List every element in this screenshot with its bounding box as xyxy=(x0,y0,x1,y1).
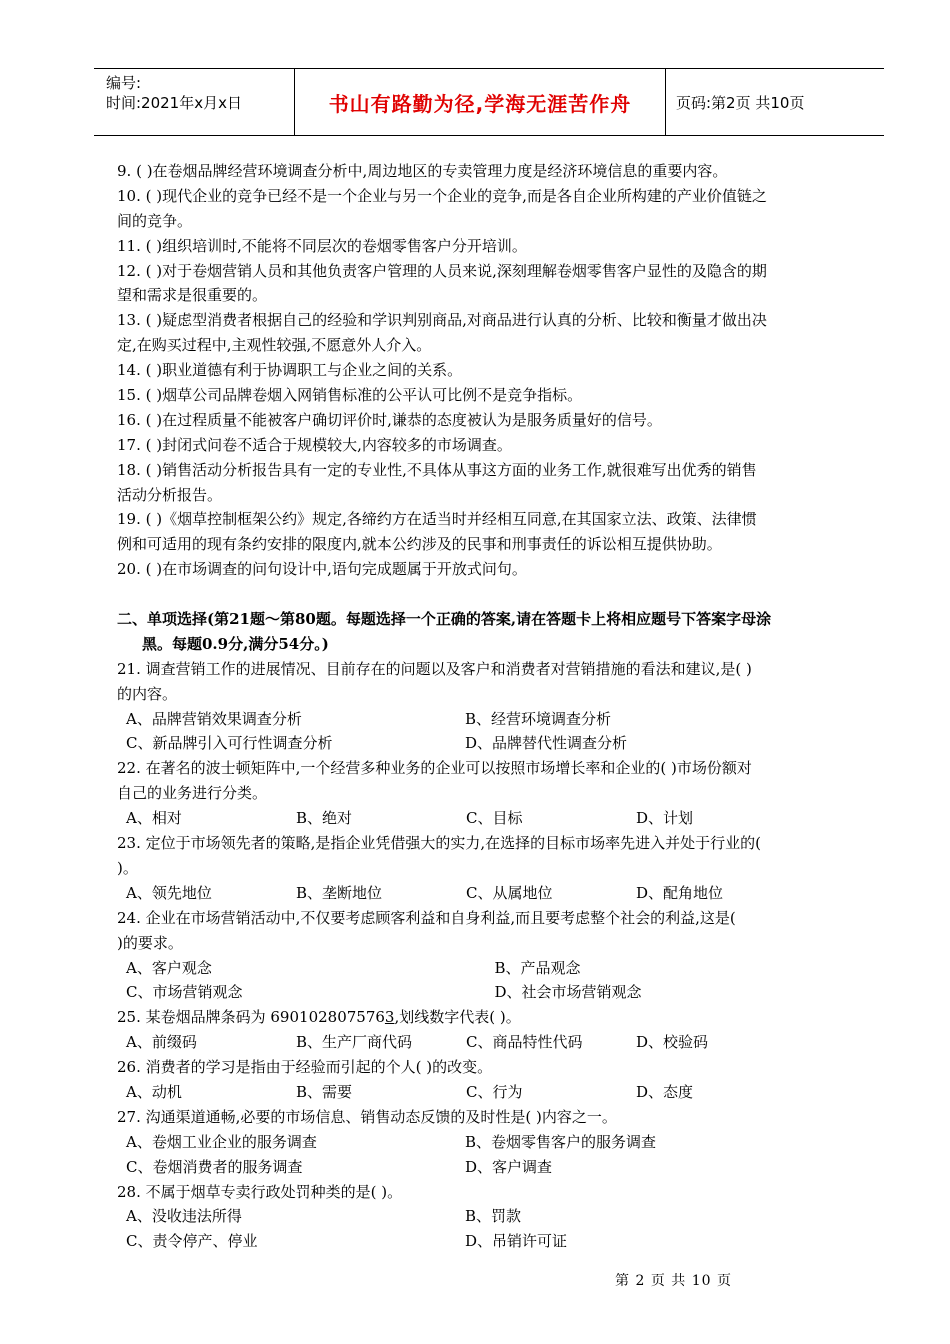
option-row xyxy=(117,1130,863,1155)
header-info xyxy=(94,69,295,135)
option-row xyxy=(117,707,863,732)
option-d: D、态度 xyxy=(636,1082,694,1101)
question-27 xyxy=(117,1105,863,1180)
question-text: 26. 消费者的学习是指由于经验而引起的个人( )的改变。 xyxy=(117,1058,493,1077)
option-d: D、品牌替代性调查分析 xyxy=(465,734,628,753)
question-text: 活动分析报告。 xyxy=(117,485,223,504)
question-text: 19. ( )《烟草控制框架公约》规定,各缔约方在适当时并经相互同意,在其国家立法、政策、法律惯 xyxy=(117,510,757,529)
option-row xyxy=(117,806,863,831)
question-text: 9. ( )在卷烟品牌经营环境调查分析中,周边地区的专卖管理力度是经济环境信息的重要内容。 xyxy=(117,162,728,180)
option-d: D、配角地位 xyxy=(636,883,724,902)
question-text: 28. 不属于烟草专卖行政处罚种类的是( )。 xyxy=(117,1182,403,1201)
question-text: 22. 在著名的波士顿矩阵中,一个经营多种业务的企业可以按照市场增长率和企业的( )市场份额对 xyxy=(117,759,752,778)
question-text: 17. ( )封闭式问卷不适合于规模较大,内容较多的市场调查。 xyxy=(117,435,512,454)
option-row xyxy=(117,731,863,756)
question-21 xyxy=(117,657,863,757)
option-a: A、没收违法所得 xyxy=(126,1207,242,1226)
option-a: A、动机 xyxy=(126,1082,182,1101)
question-text: 24. 企业在市场营销活动中,不仅要考虑顾客利益和自身利益,而且要考虑整个社会的利益,这是( xyxy=(117,908,736,927)
option-c: C、商品特性代码 xyxy=(466,1033,583,1052)
code-label: 编号: xyxy=(106,74,142,92)
option-b: B、产品观念 xyxy=(494,958,581,977)
question-text: 定,在购买过程中,主观性较强,不愿意外人介入。 xyxy=(117,336,432,355)
question-28 xyxy=(117,1180,863,1255)
question-23 xyxy=(117,831,863,906)
header-motto: 书山有路勤为径,学海无涯苦作舟 xyxy=(295,69,666,135)
option-b: B、垄断地位 xyxy=(296,883,383,902)
option-b: B、卷烟零售客户的服务调查 xyxy=(465,1132,657,1151)
option-b: B、生产厂商代码 xyxy=(296,1033,413,1052)
tf-question xyxy=(117,557,863,582)
option-row xyxy=(117,881,863,906)
option-c: C、新品牌引入可行性调查分析 xyxy=(126,734,333,753)
option-row xyxy=(117,1080,863,1105)
page-footer: 第 2 页 共 10 页 xyxy=(615,1273,732,1289)
true-false-questions xyxy=(117,159,863,582)
question-text: 27. 沟通渠道通畅,必要的市场信息、销售动态反馈的及时性是( )内容之一。 xyxy=(117,1107,617,1126)
tf-question xyxy=(117,159,863,184)
question-text: )。 xyxy=(117,858,138,877)
option-row xyxy=(117,1229,863,1254)
option-d: D、校验码 xyxy=(636,1033,709,1052)
option-d: D、计划 xyxy=(636,809,694,828)
question-text: 18. ( )销售活动分析报告具有一定的专业性,不具体从事这方面的业务工作,就很难写出优秀的销售 xyxy=(117,460,757,479)
tf-question xyxy=(117,383,863,408)
option-a: A、相对 xyxy=(126,809,182,828)
tf-question xyxy=(117,234,863,259)
section-title-cont: 黑。每题0.9分,满分54分。) xyxy=(142,634,329,653)
option-row xyxy=(117,956,863,981)
option-b: B、罚款 xyxy=(465,1207,522,1226)
option-row xyxy=(117,1204,863,1229)
question-24 xyxy=(117,906,863,1006)
document-body xyxy=(117,159,863,1254)
question-suffix: ,划线数字代表( )。 xyxy=(394,1008,521,1027)
option-row xyxy=(117,980,863,1005)
question-text xyxy=(117,1005,863,1030)
question-text: 10. ( )现代企业的竞争已经不是一个企业与另一个企业的竞争,而是各自企业所构建的产业价值链之 xyxy=(117,186,767,205)
tf-question xyxy=(117,507,863,557)
section-title: 二、单项选择(第21题～第80题。每题选择一个正确的答案,请在答题卡上将相应题号下答案字母涂 xyxy=(117,610,772,629)
option-a: A、品牌营销效果调查分析 xyxy=(126,709,302,728)
option-row xyxy=(117,1155,863,1180)
question-text: 16. ( )在过程质量不能被客户确切评价时,谦恭的态度被认为是服务质量好的信号。 xyxy=(117,410,662,429)
option-b: B、经营环境调查分析 xyxy=(465,709,612,728)
option-c: C、行为 xyxy=(466,1082,523,1101)
time-label: 时间:2021年x月x日 xyxy=(106,94,242,112)
question-text: 的内容。 xyxy=(117,684,178,703)
option-c: C、卷烟消费者的服务调查 xyxy=(126,1157,303,1176)
option-row xyxy=(117,1030,863,1055)
option-c: C、从属地位 xyxy=(466,883,553,902)
question-text: 23. 定位于市场领先者的策略,是指企业凭借强大的实力,在选择的目标市场率先进入并处于行业的( xyxy=(117,834,762,853)
question-text: )的要求。 xyxy=(117,933,183,952)
option-d: D、客户调查 xyxy=(465,1157,553,1176)
option-c: C、责令停产、停业 xyxy=(126,1232,258,1251)
tf-question xyxy=(117,259,863,309)
tf-question xyxy=(117,184,863,234)
header-page-label: 页码:第2页 共10页 xyxy=(676,93,805,112)
question-text: 11. ( )组织培训时,不能将不同层次的卷烟零售客户分开培训。 xyxy=(117,236,527,255)
tf-question xyxy=(117,433,863,458)
question-26 xyxy=(117,1055,863,1105)
option-d: D、社会市场营销观念 xyxy=(494,983,642,1002)
question-text: 自己的业务进行分类。 xyxy=(117,784,268,803)
question-text: 12. ( )对于卷烟营销人员和其他负责客户管理的人员来说,深刻理解卷烟零售客户显性的及隐含的期 xyxy=(117,261,767,280)
tf-question xyxy=(117,458,863,508)
option-b: B、绝对 xyxy=(296,809,353,828)
option-c: C、目标 xyxy=(466,809,523,828)
question-text: 21. 调查营销工作的进展情况、目前存在的问题以及客户和消费者对营销措施的看法和建议,是( ) xyxy=(117,659,752,678)
tf-question xyxy=(117,408,863,433)
question-text: 望和需求是很重要的。 xyxy=(117,286,268,305)
tf-question xyxy=(117,308,863,358)
question-22 xyxy=(117,756,863,831)
question-text: 14. ( )职业道德有利于协调职工与企业之间的关系。 xyxy=(117,361,463,380)
page-header xyxy=(94,68,884,136)
question-text: 间的竞争。 xyxy=(117,211,193,230)
option-b: B、需要 xyxy=(296,1082,353,1101)
question-text: 15. ( )烟草公司品牌卷烟入网销售标准的公平认可比例不是竞争指标。 xyxy=(117,386,583,405)
option-c: C、市场营销观念 xyxy=(126,983,243,1002)
option-a: A、前缀码 xyxy=(126,1033,197,1052)
underlined-digit: 3 xyxy=(384,1008,395,1027)
tf-question xyxy=(117,358,863,383)
option-a: A、客户观念 xyxy=(126,958,212,977)
option-a: A、领先地位 xyxy=(126,883,212,902)
question-text: 13. ( )疑虑型消费者根据自己的经验和学识判别商品,对商品进行认真的分析、比较和衡量才做出决 xyxy=(117,311,767,330)
question-25 xyxy=(117,1005,863,1055)
question-prefix: 25. 某卷烟品牌条码为 690102807576 xyxy=(117,1008,385,1027)
question-text: 20. ( )在市场调查的问句设计中,语句完成题属于开放式问句。 xyxy=(117,560,527,579)
question-text: 例和可适用的现有条约安排的限度内,就本公约涉及的民事和刑事责任的诉讼相互提供协助。 xyxy=(117,535,722,554)
option-a: A、卷烟工业企业的服务调查 xyxy=(126,1132,317,1151)
option-d: D、吊销许可证 xyxy=(465,1232,568,1251)
